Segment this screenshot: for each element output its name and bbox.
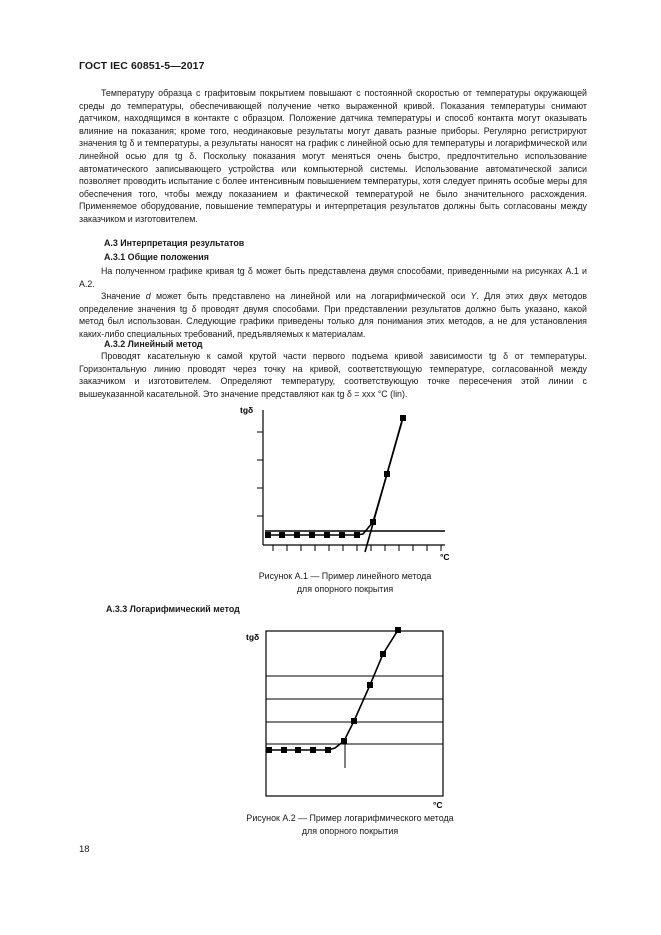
figure-a2-caption-line-2: для опорного покрытия bbox=[301, 825, 399, 836]
document-header: ГОСТ IEC 60851-5—2017 bbox=[79, 60, 205, 72]
figure-a1-graph bbox=[235, 402, 465, 562]
a31-paragraph-2 bbox=[79, 290, 587, 340]
figure-a1-curve bbox=[268, 418, 403, 535]
section-a3-heading: А.3 Интерпретация результатов bbox=[104, 238, 245, 248]
figure-a1-caption bbox=[200, 570, 490, 595]
figure-a2-curve bbox=[269, 630, 398, 750]
a31-paragraph-1: На полученном графике кривая tg δ может быть представлена двумя способами, приведенными на рисунках А.1 и А.2. bbox=[79, 266, 587, 289]
intro-paragraph: Температуру образца с графитовым покрытием повышают с постоянной скоростью от температуры окружающей среды до температуры, обеспечивающей получение четко выраженной кривой. Показания температуры снимают датчиком, находящимся в контакте с образцом. Положение датчика температуры и способ контакта могут оказывать влияние на показания; кроме того, неодинаковые результаты могут давать разные приборы. Регулярно регистрируют значения tg δ и температуры, а результаты наносят на график с линейной осью для температуры и логарифмической или линейной осью для tg δ. Поскольку показания могут меняться очень быстро, предпочтительно использование автоматического записывающего устройства или компьютерной системы. Использование автоматической записи позволяет проводить испытание с более интенсивным повышением температуры, хотя следует принять особые меры для обеспечения того, чтобы между показанием и фактической температурой не было значительного расхождения. Применяемое оборудование, повышение температуры и интерпретация результатов должны быть согласованы между заказчиком и изготовителем. bbox=[79, 88, 587, 224]
figure-a1-caption-line-1: Рисунок А.1 — Пример линейного метода bbox=[258, 571, 432, 581]
figure-a2-caption bbox=[205, 812, 495, 837]
section-a33-heading: А.3.3 Логарифмический метод bbox=[106, 604, 240, 614]
figure-a1-caption-line-2: для опорного покрытия bbox=[296, 583, 394, 594]
a31-p2-y-symbol: Y bbox=[470, 291, 477, 302]
figure-a1-y-ticks bbox=[257, 432, 263, 516]
a31-p2-part-a: Значение bbox=[101, 291, 146, 302]
a31-p2-d-symbol: d bbox=[145, 291, 151, 302]
figure-a1-data-markers bbox=[265, 415, 406, 538]
intro-paragraph-block bbox=[79, 87, 587, 226]
figure-a2-data-markers bbox=[266, 627, 401, 753]
figure-a2-plot-frame bbox=[266, 631, 443, 796]
section-a31-heading: А.3.1 Общие положения bbox=[104, 252, 209, 262]
section-a31-body bbox=[79, 265, 587, 341]
figure-a1-y-axis-label: tgδ bbox=[240, 405, 254, 415]
figure-a2-caption-line-1: Рисунок А.2 — Пример логарифмического метода bbox=[246, 813, 454, 823]
figure-a2-gridlines bbox=[266, 676, 443, 744]
figure-a2-y-axis-label: tgδ bbox=[246, 632, 260, 642]
page-number: 18 bbox=[79, 844, 90, 855]
a31-p2-part-c: . Для этих двух методов определение значения tg δ проводят двумя способами. При представлении результатов должно быть указано, какой метод был использован. Следующие графики приведены только для понимания этих методов, а не для установления каких-либо специальных требований, предъявляемых к материалам. bbox=[79, 291, 587, 339]
figure-a1-x-axis-label: °C bbox=[440, 552, 450, 562]
figure-a2-graph bbox=[240, 624, 460, 812]
figure-a1-x-ticks bbox=[273, 545, 441, 551]
section-a32-heading: А.3.2 Линейный метод bbox=[104, 339, 203, 349]
a31-p2-part-b: может быть представлено на линейной или на логарифмической оси bbox=[150, 291, 471, 302]
figure-a2-x-axis-label: °C bbox=[433, 800, 443, 810]
a32-paragraph-1: Проводят касательную к самой крутой части первого подъема кривой зависимости tg δ от температуры. Горизонтальную линию проводят через точку на кривой, соответствующую температуре, согласованной между заказчиком и изготовителем. Определяют температуру, соответствующую точке пересечения этой линии с вышеуказанной касательной. Это значение представляют как tg δ = xxx °C (lin). bbox=[79, 351, 587, 399]
section-a32-body bbox=[79, 350, 587, 400]
